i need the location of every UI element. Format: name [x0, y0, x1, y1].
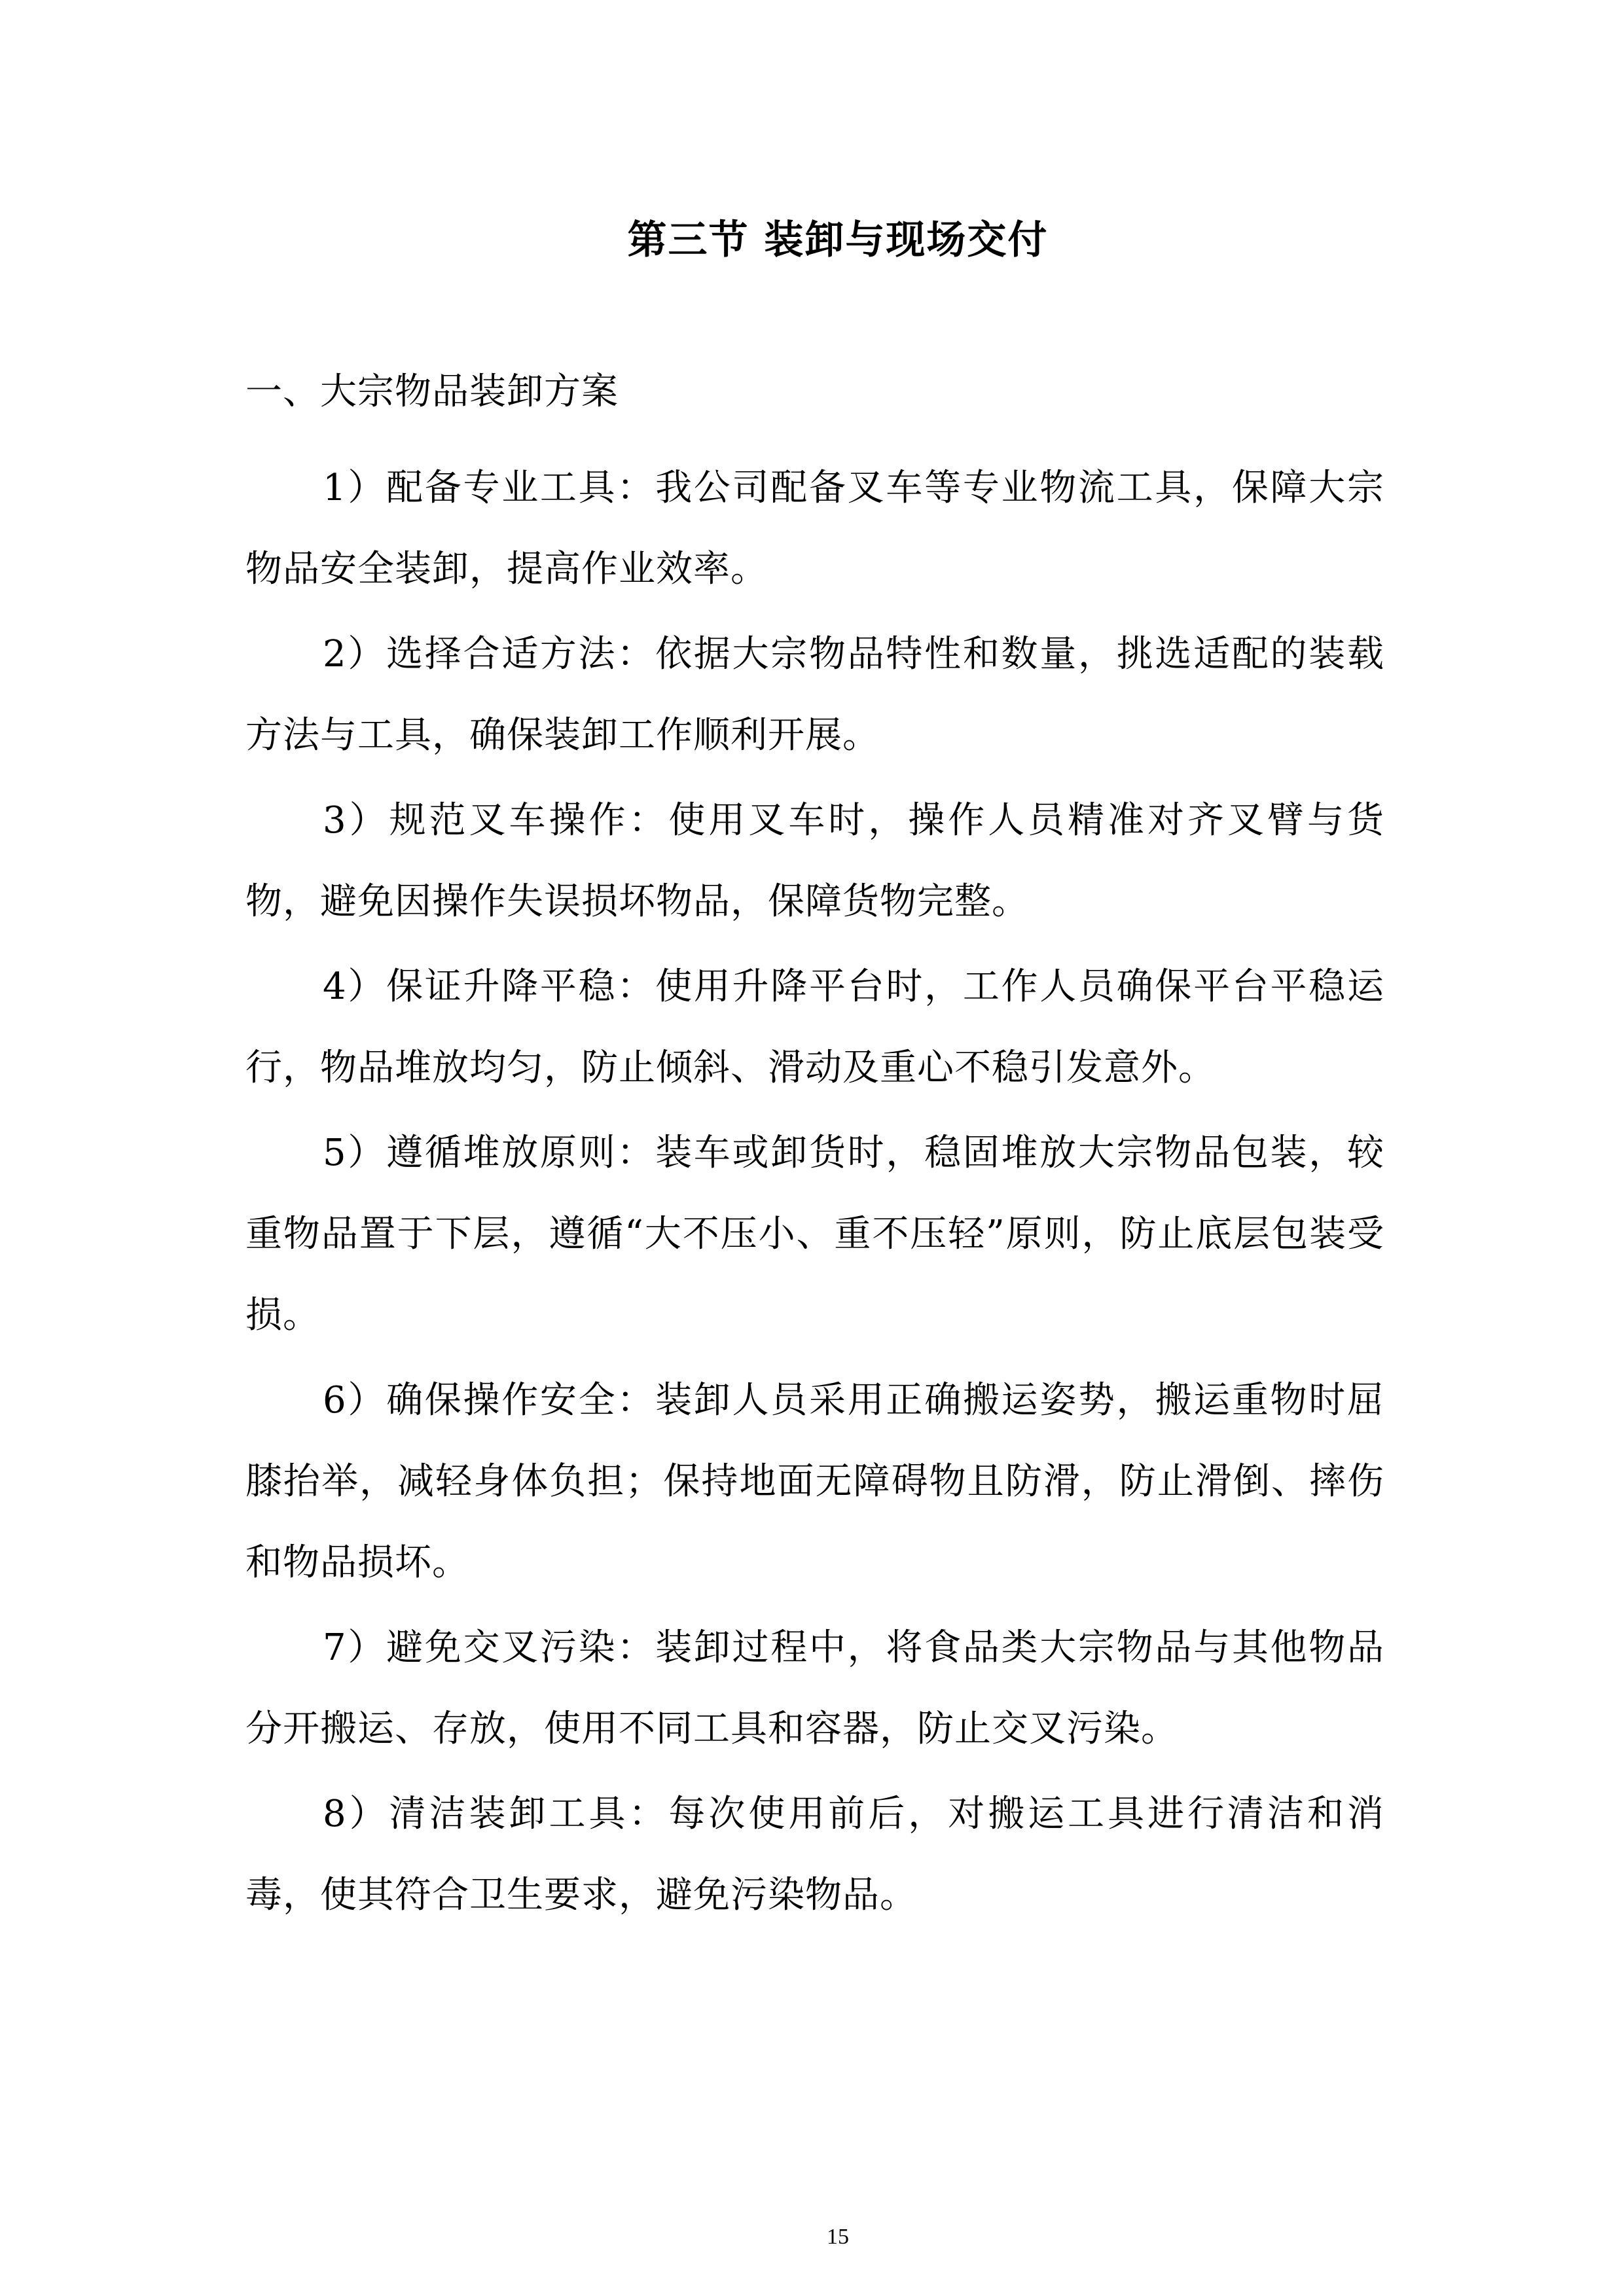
paragraph-cleaning: 8）清洁装卸工具：每次使用前后，对搬运工具进行清洁和消毒，使其符合卫生要求，避免污染物品。 — [245, 1793, 1384, 1916]
page-number: 15 — [827, 2225, 849, 2249]
paragraph-forklift: 3）规范叉车操作：使用叉车时，操作人员精准对齐叉臂与货物，避免因操作失误损坏物品，保障货物完整。 — [245, 799, 1384, 923]
page-title: 第三节 装卸与现场交付 — [627, 217, 1049, 263]
paragraph-stacking: 5）遵循堆放原则：装车或卸货时，稳固堆放大宗物品包装，较重物品置于下层，遵循“大不压小、重不压轻”原则，防止底层包装受损。 — [245, 1132, 1384, 1336]
paragraph-lifting: 4）保证升降平稳：使用升降平台时，工作人员确保平台平稳运行，物品堆放均匀，防止倾斜、滑动及重心不稳引发意外。 — [245, 965, 1384, 1089]
paragraph-contamination: 7）避免交叉污染：装卸过程中，将食品类大宗物品与其他物品分开搬运、存放，使用不同工具和容器，防止交叉污染。 — [245, 1626, 1384, 1750]
paragraph-methods: 2）选择合适方法：依据大宗物品特性和数量，挑选适配的装载方法与工具，确保装卸工作顺利开展。 — [245, 633, 1384, 757]
section-heading: 一、大宗物品装卸方案 — [245, 370, 619, 413]
paragraph-tools: 1）配备专业工具：我公司配备叉车等专业物流工具，保障大宗物品安全装卸，提高作业效率。 — [245, 467, 1384, 590]
paragraph-safety: 6）确保操作安全：装卸人员采用正确搬运姿势，搬运重物时屈膝抬举，减轻身体负担；保持地面无障碍物且防滑，防止滑倒、摔伤和物品损坏。 — [245, 1379, 1384, 1584]
body-text — [245, 448, 1384, 1940]
